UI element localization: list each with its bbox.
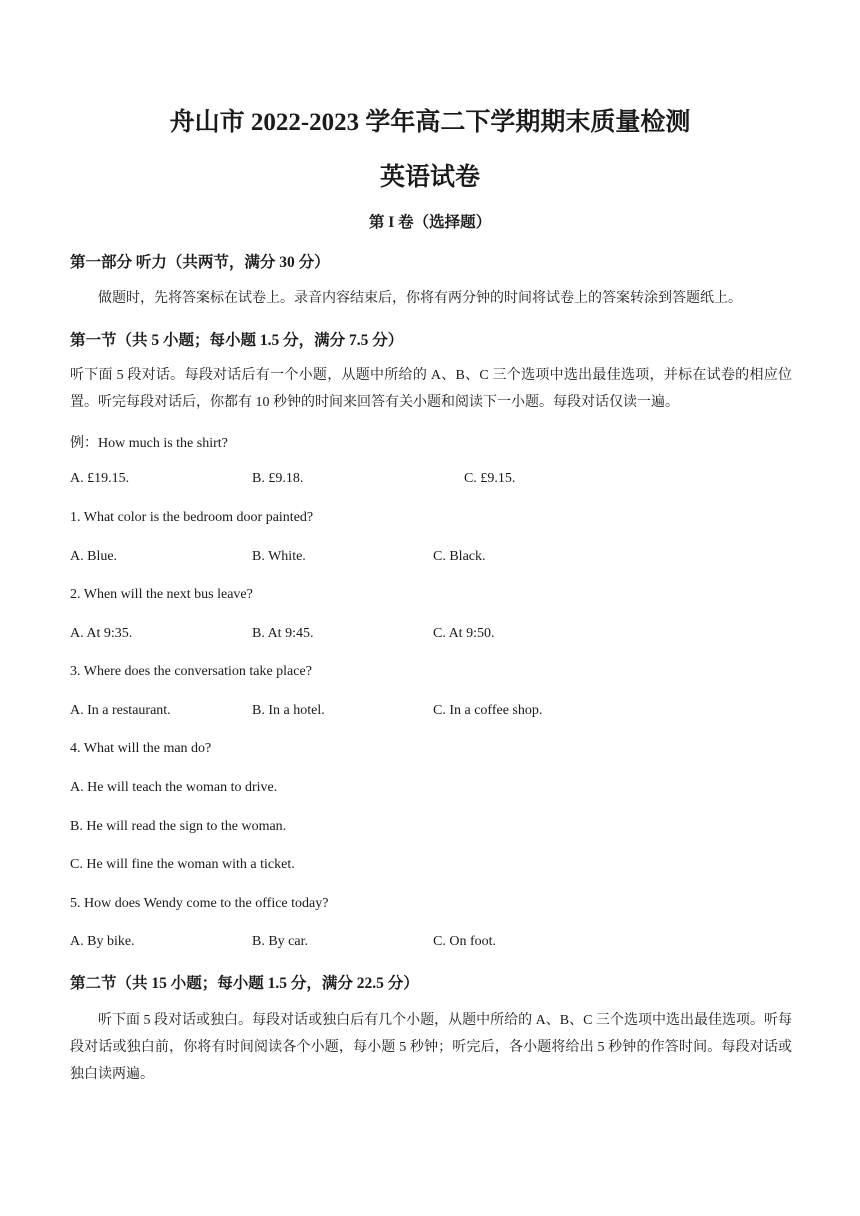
q4-option-b: B. He will read the sign to the woman.	[70, 819, 287, 834]
exam-subtitle: 英语试卷	[379, 164, 480, 191]
q5-option-b: B. By car.	[252, 934, 308, 949]
q1-option-c: C. Black.	[433, 549, 486, 564]
q2-option-a: A. At 9:35.	[70, 626, 133, 641]
q3-option-a: A. In a restaurant.	[70, 703, 171, 718]
example-option-c: C. £9.15.	[464, 471, 516, 486]
q4-option-a: A. He will teach the woman to drive.	[70, 780, 278, 795]
part1-instruction: 做题时，先将答案标在试卷上。录音内容结束后，你将有两分钟的时间将试卷上的答案转涂到答题纸上。	[98, 291, 742, 306]
section1-heading: 第一节（共 5 小题；每小题 1.5 分，满分 7.5 分）	[70, 332, 404, 349]
question-3: 3. Where does the conversation take place?	[70, 664, 312, 679]
q5-option-c: C. On foot.	[433, 934, 496, 949]
q2-option-c: C. At 9:50.	[433, 626, 495, 641]
section2-heading: 第二节（共 15 小题；每小题 1.5 分，满分 22.5 分）	[70, 975, 419, 992]
question-1: 1. What color is the bedroom door painted?	[70, 510, 314, 525]
q1-option-b: B. White.	[252, 549, 306, 564]
section2-instruction: 听下面 5 段对话或独白。每段对话或独白后有几个小题，从题中所给的 A、B、C 三个选项中选出最佳选项。听每段对话或独白前，你将有时间阅读各个小题，每小题 5 秒钟；听完后，各小题将给出 5 秒钟的作答时间。每段对话或独白读两遍。	[70, 1013, 792, 1082]
example-option-a: A. £19.15.	[70, 471, 130, 486]
exam-title: 舟山市 2022-2023 学年高二下学期期末质量检测	[169, 109, 691, 136]
example-option-b: B. £9.18.	[252, 471, 304, 486]
question-5: 5. How does Wendy come to the office today?	[70, 896, 329, 911]
q4-option-c: C. He will fine the woman with a ticket.	[70, 857, 295, 872]
section1-instruction: 听下面 5 段对话。每段对话后有一个小题，从题中所给的 A、B、C 三个选项中选出最佳选项，并标在试卷的相应位置。听完每段对话后，你都有 10 秒钟的时间来回答有关小题和阅读下一小题。每段对话仅读一遍。	[70, 368, 792, 410]
question-4: 4. What will the man do?	[70, 741, 212, 756]
q3-option-b: B. In a hotel.	[252, 703, 325, 718]
question-2: 2. When will the next bus leave?	[70, 587, 253, 602]
volume-heading: 第 I 卷（选择题）	[368, 214, 492, 231]
q3-option-c: C. In a coffee shop.	[433, 703, 543, 718]
q5-option-a: A. By bike.	[70, 934, 135, 949]
q2-option-b: B. At 9:45.	[252, 626, 314, 641]
part1-heading: 第一部分 听力（共两节，满分 30 分）	[70, 254, 330, 271]
example-question: 例：How much is the shirt?	[70, 436, 228, 451]
q1-option-a: A. Blue.	[70, 549, 118, 564]
